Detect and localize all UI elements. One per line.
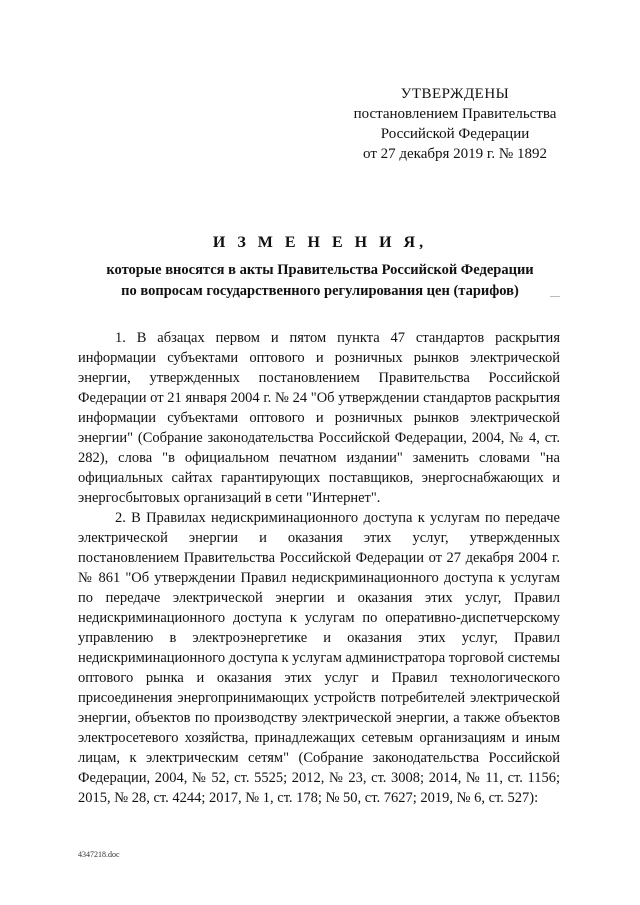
approval-heading: УТВЕРЖДЕНЫ <box>400 86 510 102</box>
approval-line-1: постановлением Правительства <box>353 106 557 122</box>
subtitle-line-2: по вопросам государственного регулирования цен (тарифов) <box>121 283 519 299</box>
document-subtitle <box>70 260 570 302</box>
paragraph-2: 2. В Правилах недискриминационного доступа к услугам по передаче электрической энергии и оказания этих услуг, утвержденных постановлением Правительства Российской Федерации от 27 декабря 2004 г. № 861 "Об утверждении Правил недискриминационного доступа к услугам по передаче электрической энергии и оказания этих услуг, Правил недискриминационного доступа к услугам по оперативно-диспетчерскому управлению в электроэнергетике и оказания этих услуг, Правил недискриминационного доступа к услугам администратора торговой системы оптового рынка и оказания этих услуг и Правил технологического присоединения энергопринимающих устройств потребителей электрической энергии, объектов по производству электрической энергии, а также объектов электросетевого хозяйства, принадлежащих сетевым организациям и иным лицам, к электрическим сетям" (Собрание законодательства Российской Федерации, 2004, № 52, ст. 5525; 2012, № 23, ст. 3008; 2014, № 11, ст. 1156; 2015, № 28, ст. 4244; 2017, № 1, ст. 178; № 50, ст. 7627; 2019, № 6, ст. 527): <box>78 510 560 806</box>
approval-block <box>330 84 580 164</box>
approval-line-2: Российской Федерации <box>380 126 530 142</box>
file-name-footer: 4347218.doc <box>78 850 120 859</box>
document-title: И З М Е Н Е Н И Я, <box>212 234 428 251</box>
paragraph-1: 1. В абзацах первом и пятом пункта 47 стандартов раскрытия информации субъектами оптового и розничных рынков электрической энергии, утвержденных постановлением Правительства Российской Федерации от 21 января 2004 г. № 24 "Об утверждении стандартов раскрытия информации субъектами оптового и розничных рынков электрической энергии" (Собрание законодательства Российской Федерации, 2004, № 4, ст. 282), слова "в официальном печатном издании" заменить словами "на официальных сайтах гарантирующих поставщиков, энергоснабжающих и энергосбытовых организаций в сети "Интернет". <box>78 330 560 506</box>
subtitle-line-1: которые вносятся в акты Правительства Российской Федерации <box>106 262 534 278</box>
scan-mark <box>550 296 560 297</box>
approval-line-3: от 27 декабря 2019 г. № 1892 <box>363 146 547 162</box>
document-body <box>78 328 560 808</box>
